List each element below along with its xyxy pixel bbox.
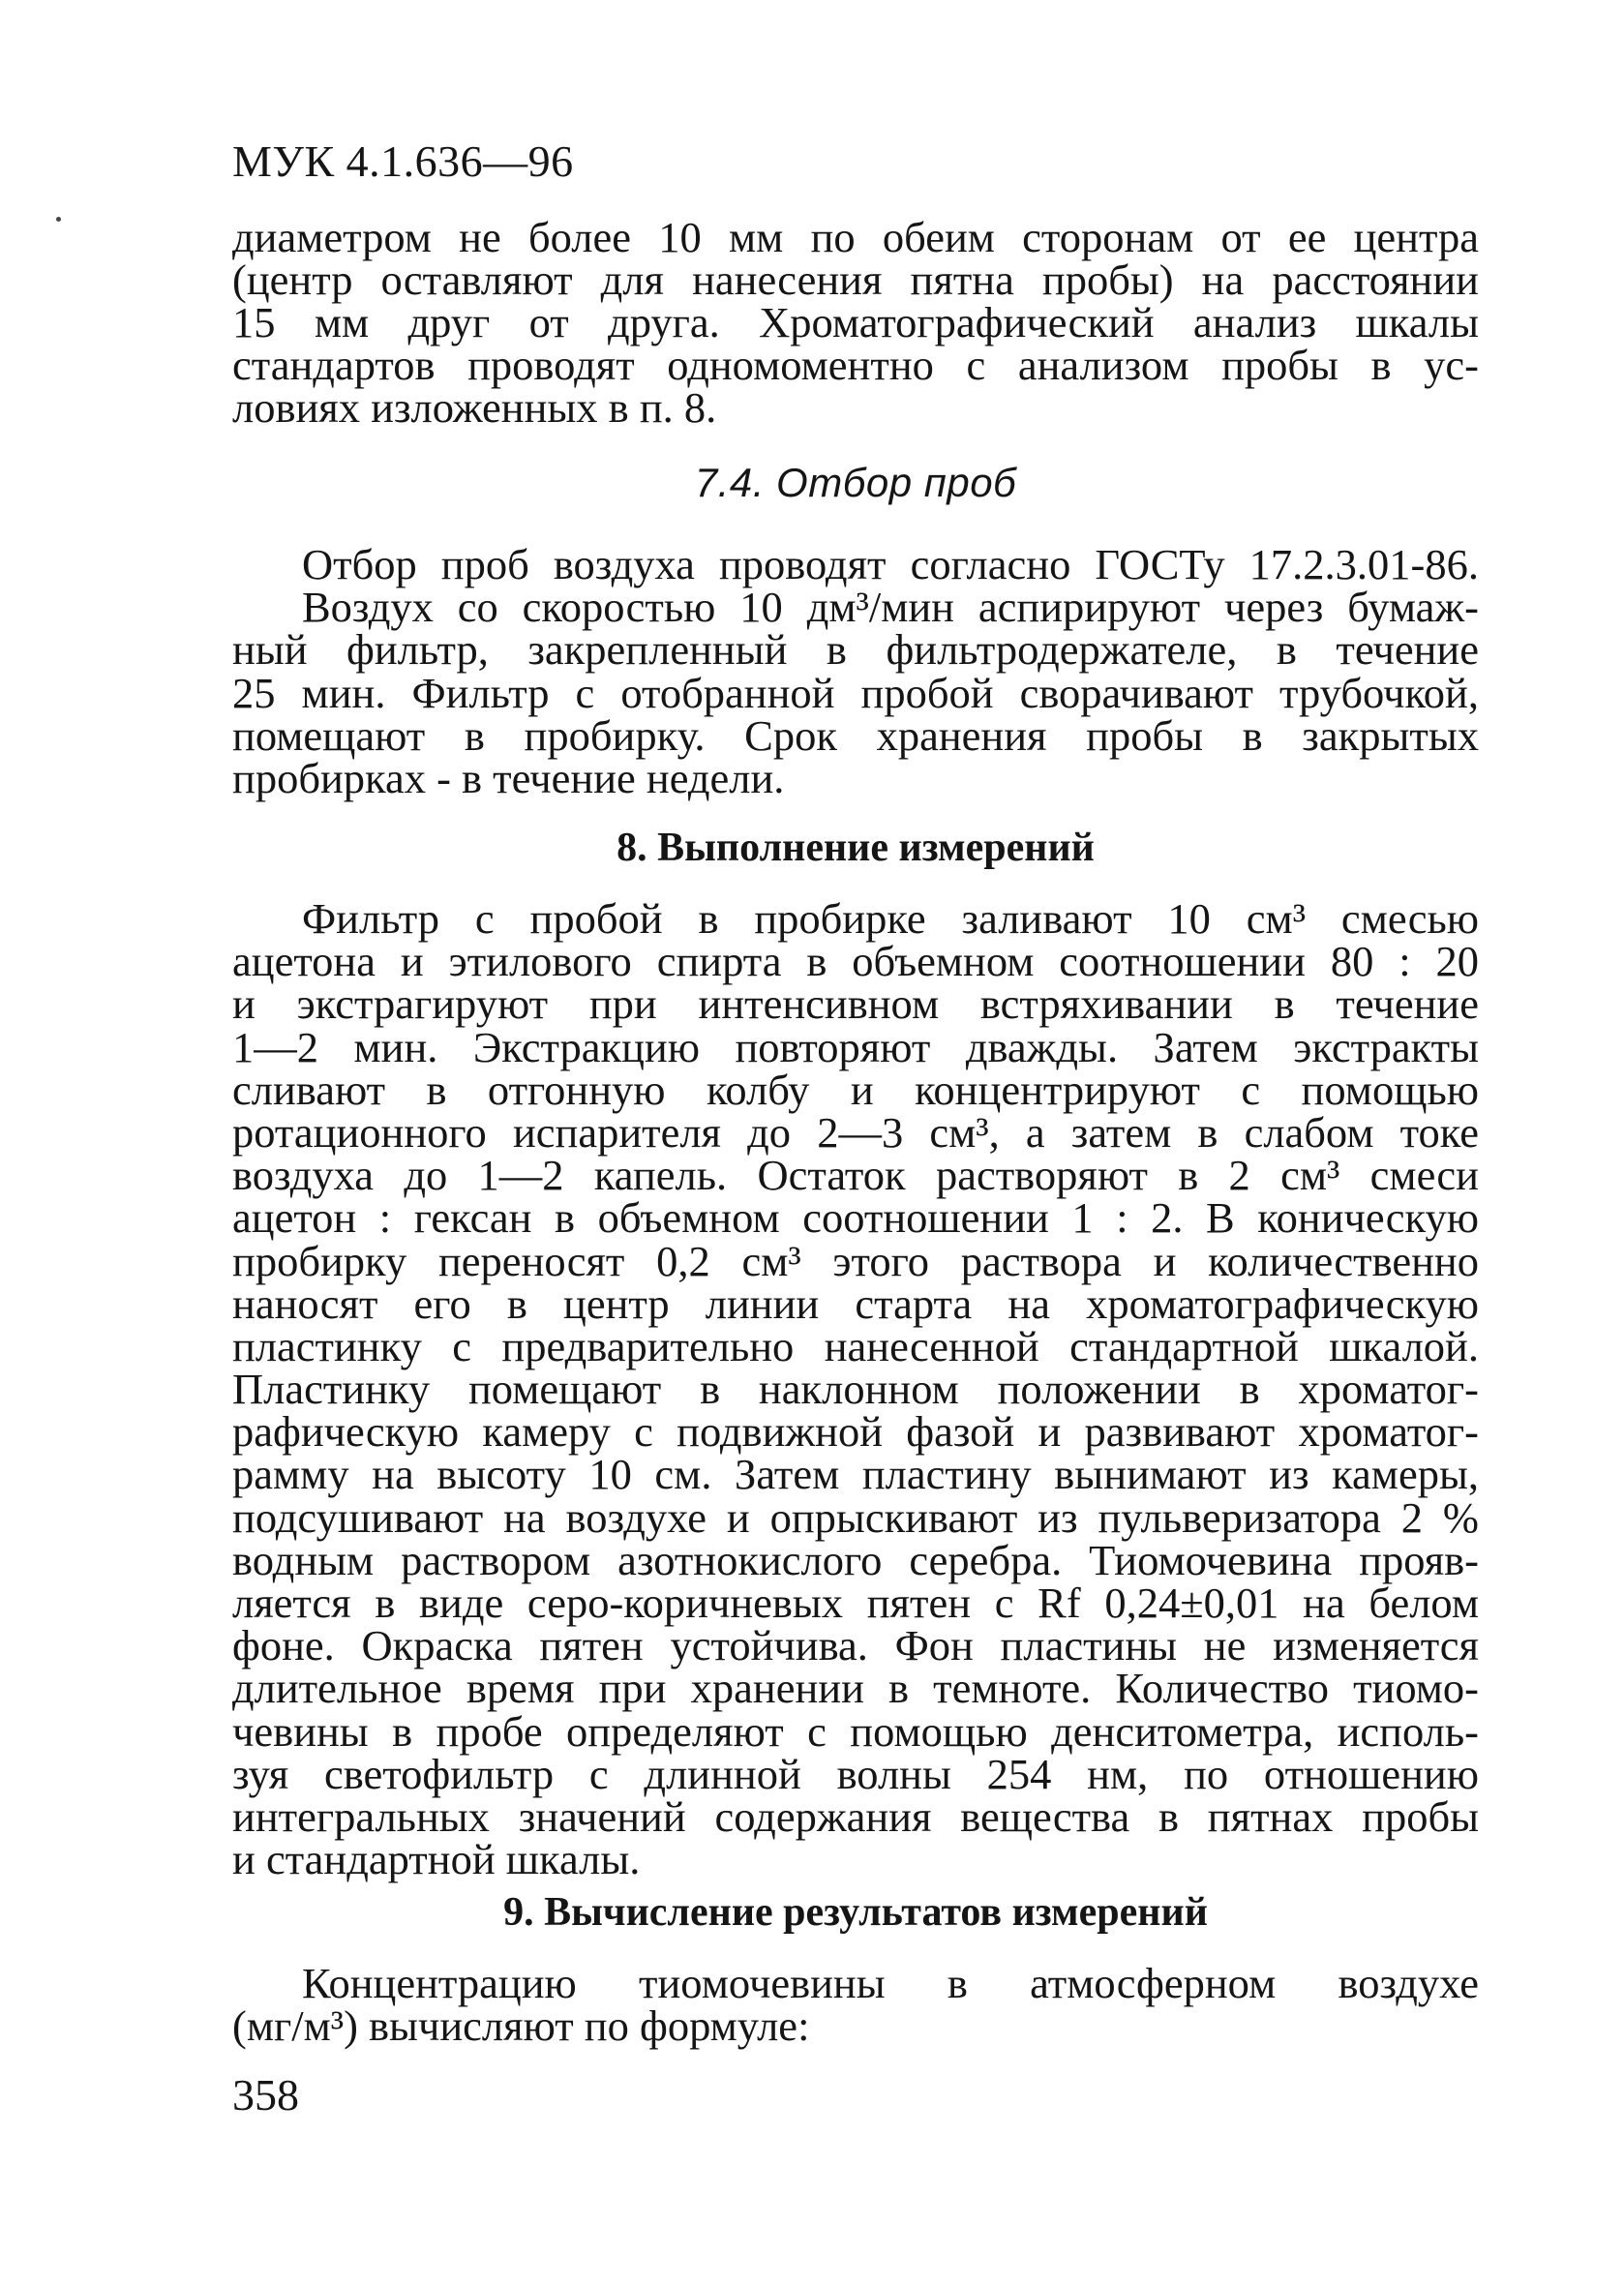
text-line: подсушивают на воздухе и опрыскивают из пульверизатора 2 %: [232, 1492, 1479, 1542]
text-line: ротационного испарителя до 2—3 см³, а затем в слабом токе: [232, 1107, 1479, 1157]
text-line: интегральных значений содержания вещества в пятнах пробы: [232, 1791, 1479, 1841]
text-line: 25 мин. Фильтр с отобранной пробой сворачивают трубочкой,: [232, 668, 1479, 717]
text-line: стандартов проводят одномоментно с анализом пробы в ус-: [232, 341, 1479, 389]
text-line: ловиях изложенных в п. 8.: [232, 383, 717, 432]
text-line: сливают в отгонную колбу и концентрируют с помощью: [232, 1065, 1479, 1114]
text-line: пластинку с предварительно нанесенной стандартной шкалой.: [232, 1321, 1479, 1370]
text-line: Воздух со скоростью 10 дм³/мин аспирируют через бумаж-: [302, 583, 1479, 632]
text-line: Отбор проб воздуха проводят согласно ГОСТу 17.2.3.01-86.: [302, 540, 1479, 588]
document-code: МУК 4.1.636—96: [232, 136, 574, 186]
text-line: рамму на высоту 10 см. Затем пластину вынимают из камеры,: [232, 1450, 1479, 1499]
text-line: чевины в пробе определяют с помощью денситометра, исполь-: [232, 1706, 1479, 1756]
text-line: помещают в пробирку. Срок хранения пробы в закрытых: [232, 710, 1479, 760]
text-line: ный фильтр, закрепленный в фильтродержателе, в течение: [232, 625, 1479, 675]
text-line: Фильтр с пробой в пробирке заливают 10 см³ смесью: [302, 894, 1479, 943]
text-line: и экстрагируют при интенсивном встряхивании в течение: [232, 979, 1479, 1029]
section-heading-calculation: 9. Вычисление результатов измерений: [503, 1890, 1208, 1935]
text-line: Концентрацию тиомочевины в атмосферном воздухе: [302, 1959, 1479, 2007]
paragraph-sampling: [232, 540, 1479, 802]
text-line: ляется в виде серо-коричневых пятен с Rf 0,24±0,01 на белом: [232, 1579, 1479, 1627]
text-line: водным раствором азотнокислого серебра. Тиомочевина прояв-: [232, 1535, 1479, 1584]
text-line: ацетона и этилового спирта в объемном соотношении 80 : 20: [232, 937, 1479, 986]
text-line: рафическую камеру с подвижной фазой и развивают хроматог-: [232, 1407, 1479, 1457]
text-line: (мг/м³) вычисляют по формуле:: [232, 2001, 810, 2051]
text-line: 15 мм друг от друга. Хроматографический анализ шкалы: [232, 298, 1479, 346]
text-line: фоне. Окраска пятен устойчива. Фон пластины не изменяется: [232, 1621, 1479, 1670]
scan-speck: [56, 217, 61, 222]
text-line: и стандартной шкалы.: [232, 1835, 641, 1884]
text-line: воздуха до 1—2 капель. Остаток растворяют в 2 см³ смеси: [232, 1151, 1479, 1200]
paragraph-measurements: [232, 894, 1479, 1884]
text-line: длительное время при хранении в темноте. Количество тиомо-: [232, 1664, 1479, 1713]
paragraph-calculation: [232, 1959, 1479, 2051]
paragraph-continuation: [232, 213, 1479, 432]
text-line: зуя светофильтр с длинной волны 254 нм, по отношению: [232, 1749, 1479, 1798]
subsection-heading-sampling: 7.4. Отбор проб: [694, 460, 1017, 505]
text-line: 1—2 мин. Экстракцию повторяют дважды. Затем экстракты: [232, 1022, 1479, 1071]
text-line: диаметром не более 10 мм по обеим сторонам от ее центра: [232, 213, 1479, 261]
text-line: наносят его в центр линии старта на хроматографическую: [232, 1278, 1479, 1328]
text-line: Пластинку помещают в наклонном положении в хроматог-: [232, 1365, 1479, 1414]
text-line: (центр оставляют для нанесения пятна пробы) на расстоянии: [232, 256, 1479, 304]
section-heading-measurements: 8. Выполнение измерений: [617, 826, 1095, 870]
page-number: 358: [232, 2070, 299, 2120]
text-line: ацетон : гексан в объемном соотношении 1 : 2. В коническую: [232, 1193, 1479, 1243]
text-line: пробирках - в течение недели.: [232, 753, 785, 802]
text-line: пробирку переносят 0,2 см³ этого раствора и количественно: [232, 1236, 1479, 1285]
